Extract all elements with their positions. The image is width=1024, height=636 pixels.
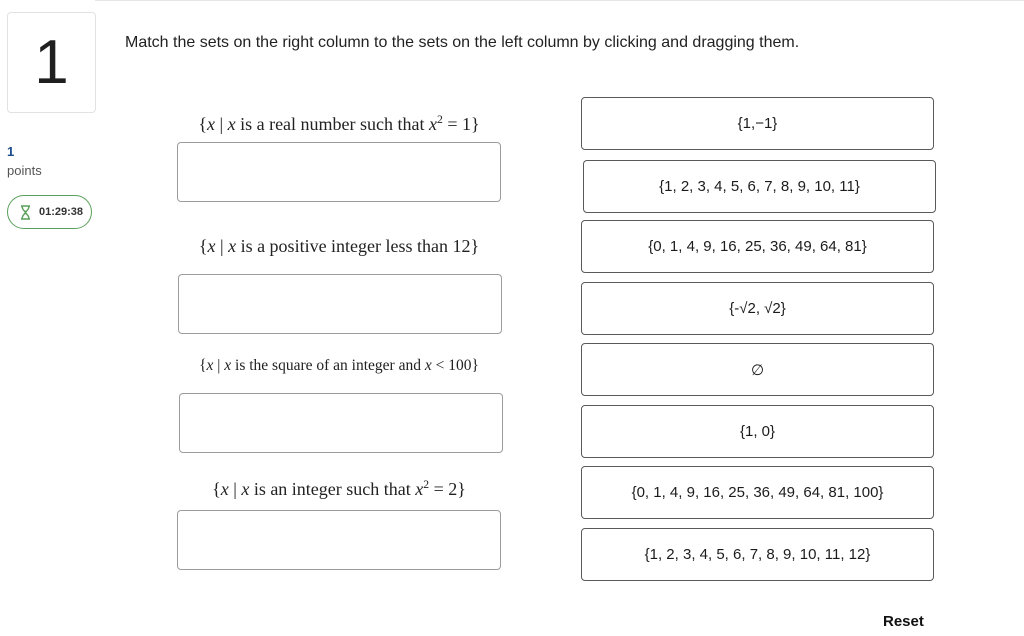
question-number-card xyxy=(7,12,96,113)
instructions: Match the sets on the right column to the sets on the left column by clicking and dragging them. xyxy=(125,34,800,51)
drop-zone-4[interactable] xyxy=(177,510,501,570)
prompt-4-var: x xyxy=(220,479,229,499)
prompt-3-bar: | xyxy=(213,357,225,374)
prompt-2-open: { xyxy=(198,236,208,256)
choice-card-2[interactable]: {1, 2, 3, 4, 5, 6, 7, 8, 9, 10, 11} xyxy=(583,160,936,213)
prompt-1-var2: x xyxy=(227,114,236,134)
prompt-3-tail: < 100} xyxy=(431,357,479,374)
prompt-3-var3: x xyxy=(424,357,432,374)
prompt-2 xyxy=(177,236,501,257)
prompt-3 xyxy=(177,357,501,375)
prompt-3-var2: x xyxy=(224,357,232,374)
prompt-3-text: is the square of an integer and xyxy=(231,357,425,374)
prompt-1-tail: = 1} xyxy=(442,114,480,134)
points-value: 1 xyxy=(7,144,15,159)
prompt-4-exp: 2 xyxy=(423,478,430,491)
timer-badge xyxy=(7,195,92,229)
points-label: points xyxy=(7,163,42,178)
prompt-4-bar: | xyxy=(228,479,242,499)
choice-card-8[interactable]: {1, 2, 3, 4, 5, 6, 7, 8, 9, 10, 11, 12} xyxy=(581,528,934,581)
prompt-4-tail: = 2} xyxy=(429,479,466,499)
drop-zone-1[interactable] xyxy=(177,142,501,202)
prompt-3-open: { xyxy=(199,357,207,374)
drop-zone-3[interactable] xyxy=(179,393,503,453)
prompt-3-var: x xyxy=(206,357,214,374)
choice-card-5[interactable]: ∅ xyxy=(581,343,934,396)
prompt-1-var3: x xyxy=(429,114,438,134)
prompt-4 xyxy=(177,478,501,500)
prompt-2-text: is a positive integer less than 12} xyxy=(236,236,480,256)
drop-zone-2[interactable] xyxy=(178,274,502,334)
prompt-1-bar: | xyxy=(214,114,228,134)
top-divider xyxy=(95,0,1024,1)
prompt-1-open: { xyxy=(198,114,207,134)
prompt-1-text: is a real number such that xyxy=(235,114,430,134)
question-number: 1 xyxy=(34,28,69,97)
choice-card-1[interactable]: {1,−1} xyxy=(581,97,934,150)
choice-card-6[interactable]: {1, 0} xyxy=(581,405,934,458)
prompt-2-var2: x xyxy=(228,236,237,256)
prompt-4-text: is an integer such that xyxy=(249,479,416,499)
prompt-1 xyxy=(177,113,501,135)
choice-card-7[interactable]: {0, 1, 4, 9, 16, 25, 36, 49, 64, 81, 100} xyxy=(581,466,934,519)
hourglass-icon xyxy=(20,205,31,220)
prompt-1-exp: 2 xyxy=(437,113,443,126)
prompt-2-bar: | xyxy=(215,236,229,256)
reset-button[interactable]: Reset xyxy=(883,613,924,630)
choice-card-4[interactable]: {-√2, √2} xyxy=(581,282,934,335)
prompt-4-var2: x xyxy=(241,479,250,499)
prompt-4-open: { xyxy=(212,479,221,499)
choice-card-3[interactable]: {0, 1, 4, 9, 16, 25, 36, 49, 64, 81} xyxy=(581,220,934,273)
prompt-4-var3: x xyxy=(415,479,424,499)
prompt-1-var: x xyxy=(206,114,215,134)
timer-text: 01:29:38 xyxy=(39,206,84,218)
prompt-2-var: x xyxy=(207,236,216,256)
